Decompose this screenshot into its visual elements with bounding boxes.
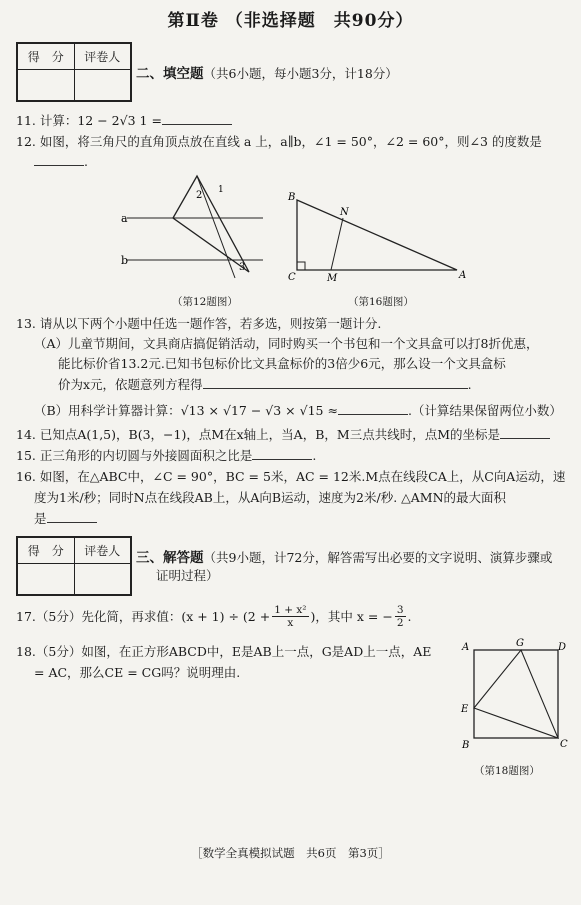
fig12-caption: （第12题图） <box>172 296 238 308</box>
fig18-E: E <box>461 704 469 715</box>
q17: 17.（5分）先化简，再求值：(x + 1) ÷ (2 + $\frac{\text{1 + x²}}{x}$ )，其中 x = − $\frac{3}{2}$ . <box>16 604 412 629</box>
q13: 13. 请从以下两个小题中任选一题作答，若多选，则按第一题计分. <box>16 316 382 331</box>
grader-cell-2 <box>74 564 131 595</box>
q12-blank: . <box>34 153 88 170</box>
section2-heading: 二、填空题（共6小题，每小题3分，计18分） <box>136 66 398 82</box>
figure-16 <box>285 188 475 283</box>
fig18-A: A <box>462 642 470 653</box>
figure-18 <box>458 635 570 753</box>
fig16-B: B <box>288 192 296 203</box>
section3-note2: 证明过程） <box>156 568 219 583</box>
fig18-caption: （第18题图） <box>474 765 540 777</box>
q13-b: （B）用科学计算器计算：√13 × √17 − √3 × √15 ≈ .（计算结果保留两位小数） <box>34 403 562 418</box>
q18-l1: 18.（5分）如图，在正方形ABCD中，E是AB上一点，G是AD上一点，AE <box>16 644 432 659</box>
score-label-2: 得 分 <box>18 538 75 564</box>
q13-a2: 能比标价省13.2元.已知书包标价比文具盒标价的3倍少6元，那么设一个文具盒标 <box>58 356 506 371</box>
grader-label-2: 评卷人 <box>74 538 131 564</box>
score-label: 得 分 <box>18 44 75 70</box>
page-footer: ［数学全真模拟试题 共6页 第3页］ <box>191 846 390 860</box>
fig12-label-b: b <box>121 254 129 267</box>
fig16-caption: （第16题图） <box>348 296 414 308</box>
q18-l2: = AC，那么CE = CG吗？说明理由. <box>34 665 241 680</box>
fig16-N: N <box>340 207 349 218</box>
fig12-label-a: a <box>121 212 128 225</box>
q16-l1: 16. 如图，在△ABC中，∠C = 90°，BC = 5米，AC = 12米.M点在线段CA上，从C向A运动，速 <box>16 469 566 484</box>
fig18-B: B <box>462 740 470 751</box>
q13-a1: （A）儿童节期间，文具商店搞促销活动，同时购买一个书包和一个文具盒可以打8折优惠， <box>34 336 539 351</box>
figure-12 <box>115 168 275 286</box>
fig16-C: C <box>288 272 296 283</box>
q16-l2: 度为1米/秒；同时N点在线段AB上，从A向B运动，速度为2米/秒. △AMN的最大面积 <box>34 490 507 505</box>
q15: 15. 正三角形的内切圆与外接圆面积之比是 . <box>16 448 317 463</box>
fig12-label-2: 2 <box>196 190 203 201</box>
q16-l3: 是 <box>34 510 97 527</box>
q13-a3: 价为x元，依题意列方程得 . <box>58 377 472 392</box>
grader-label: 评卷人 <box>74 44 131 70</box>
fig18-D: D <box>558 642 567 653</box>
q14: 14. 已知点A(1,5)，B(3，−1)，点M在x轴上，当A，B，M三点共线时，点M的坐标是 <box>16 426 550 443</box>
q11: 11. 计算：12 − 2√3 1 = <box>16 112 232 129</box>
score-table-2 <box>16 536 132 596</box>
fig12-label-3: 3 <box>239 262 246 273</box>
fig12-label-1: 1 <box>218 185 224 195</box>
fig18-C: C <box>560 739 568 750</box>
fig16-A: A <box>459 270 467 281</box>
fig18-G: G <box>516 638 524 649</box>
score-table <box>16 42 132 102</box>
score-cell-2 <box>18 564 75 595</box>
score-cell <box>18 70 75 101</box>
fig16-M: M <box>327 273 338 283</box>
q12: 12. 如图，将三角尺的直角顶点放在直线 a 上，a∥b，∠1 = 50°，∠2 = 60°，则∠3 的度数是 <box>16 134 542 149</box>
section3-heading: 三、解答题（共9小题，计72分，解答需写出必要的文字说明、演算步骤或 <box>136 550 553 566</box>
grader-cell <box>74 70 131 101</box>
part-title: 第Ⅱ卷 （非选择题 共90分） <box>167 11 414 31</box>
